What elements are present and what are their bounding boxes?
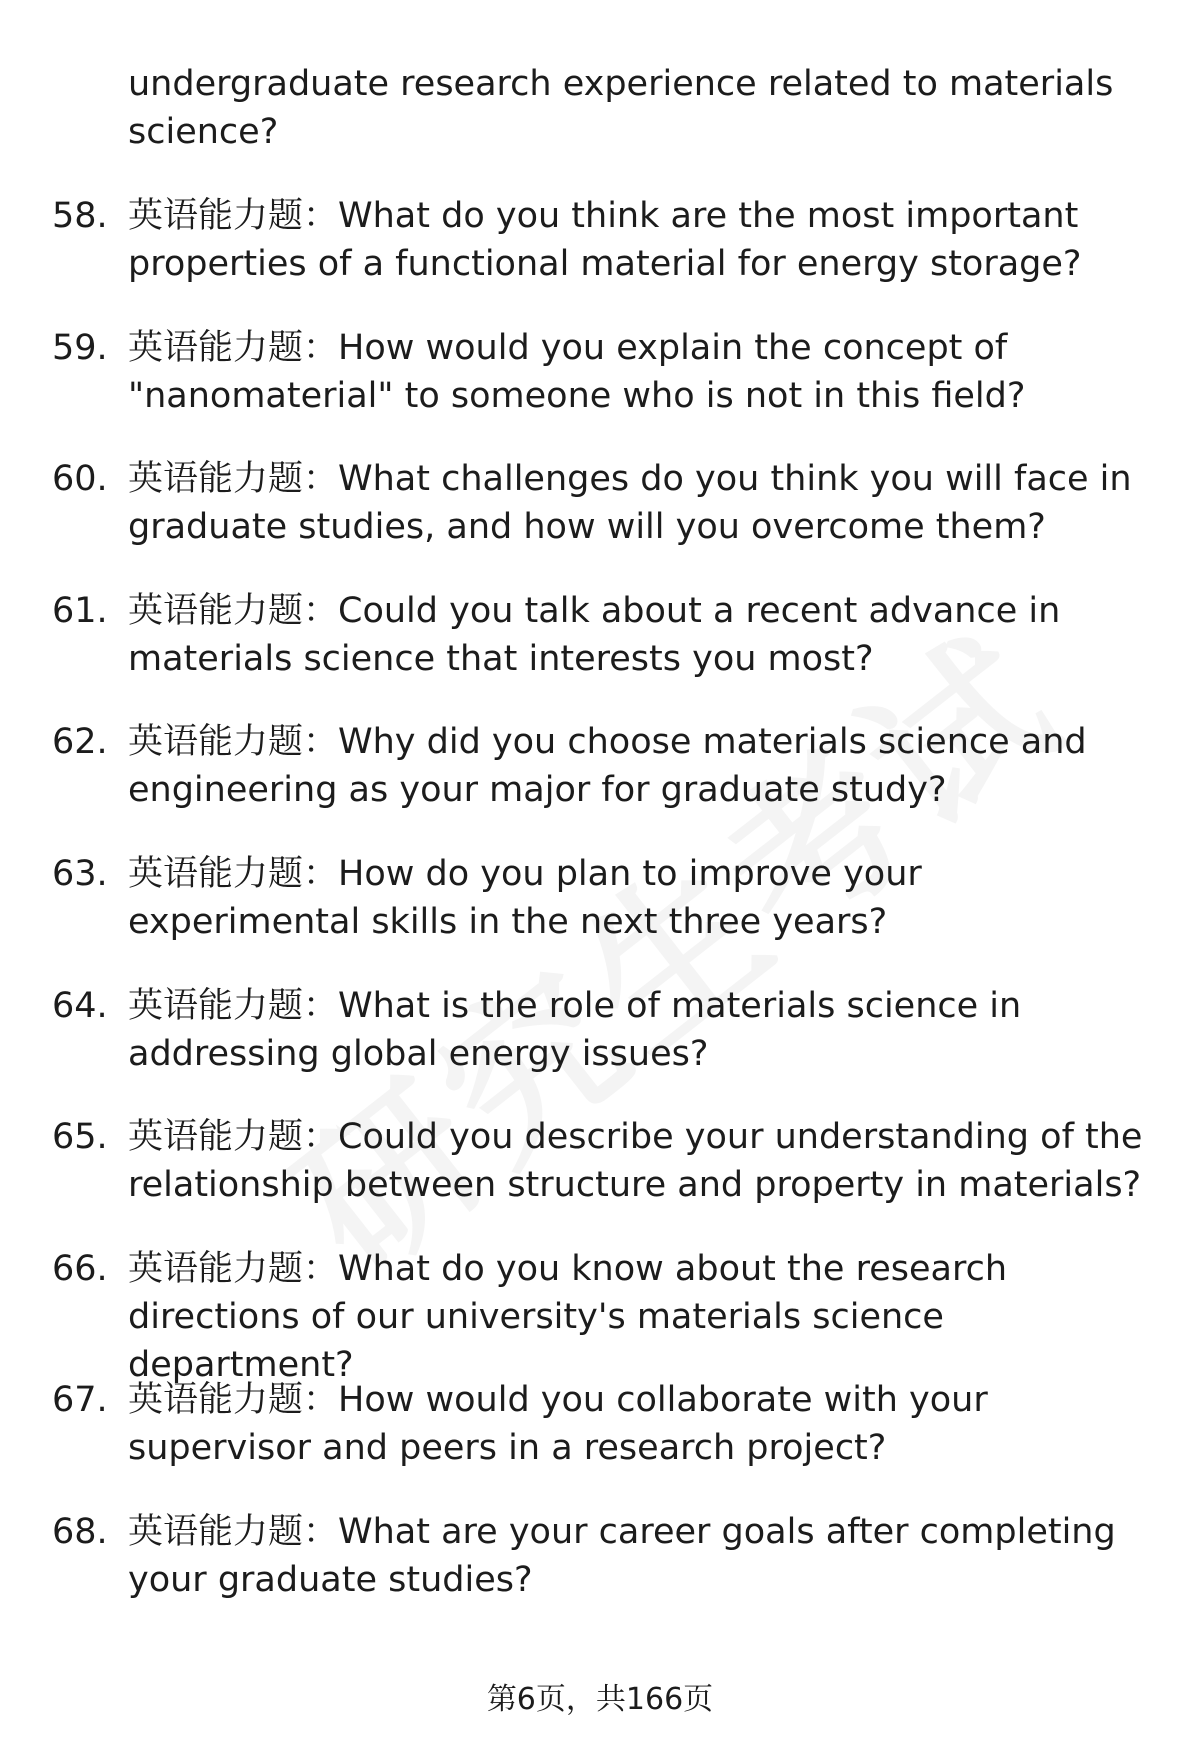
question-tag: 英语能力题： (128, 327, 339, 368)
question-item (0, 718, 1200, 850)
question-text: What is the role of materials science in addressing global energy issues? (128, 985, 1022, 1074)
question-tag: 英语能力题： (128, 1380, 339, 1421)
question-text: How would you explain the concept of "nanomaterial" to someone who is not in this field? (128, 327, 1026, 416)
question-tag: 英语能力题： (128, 985, 339, 1026)
question-body (128, 455, 1158, 551)
question-body (128, 587, 1158, 683)
question-body (128, 1508, 1158, 1604)
page-number-footer: 第6页，共166页 (486, 1682, 714, 1717)
question-text: How would you collaborate with your supervisor and peers in a research project? (128, 1380, 988, 1469)
question-tag: 英语能力题： (128, 1511, 339, 1552)
question-item (0, 455, 1200, 587)
question-text: Why did you choose materials science and engineering as your major for graduate study? (128, 722, 1087, 811)
question-number: 60. (52, 459, 108, 500)
question-number: 66. (52, 1248, 108, 1289)
question-item (0, 1508, 1200, 1640)
question-text: Could you describe your understanding of the relationship between structure and property in materials? (128, 1117, 1143, 1206)
question-text: How do you plan to improve your experimental skills in the next three years? (128, 853, 922, 942)
question-text: What do you think are the most important properties of a functional material for energy storage? (128, 196, 1082, 284)
question-item (0, 982, 1200, 1114)
question-tag: 英语能力题： (128, 1248, 339, 1289)
question-number: 59. (52, 327, 108, 368)
question-text: What do you know about the research directions of our university's materials science department? (128, 1248, 1007, 1385)
question-number: 65. (52, 1117, 108, 1158)
continued-question-text: undergraduate research experience related to materials science? (128, 64, 1114, 152)
question-number: 61. (52, 590, 108, 631)
question-number: 63. (52, 853, 108, 894)
question-body (128, 982, 1158, 1078)
question-number: 67. (52, 1380, 108, 1421)
question-item (0, 850, 1200, 982)
question-tag: 英语能力题： (128, 459, 339, 500)
question-number: 64. (52, 985, 108, 1026)
question-tag: 英语能力题： (128, 722, 339, 763)
question-body (128, 1113, 1158, 1209)
question-item (0, 1113, 1200, 1245)
question-text: What challenges do you think you will face in graduate studies, and how will you overcome them? (128, 459, 1132, 548)
question-body (128, 850, 1158, 946)
question-list (0, 192, 1200, 1640)
question-tag: 英语能力题： (128, 590, 339, 631)
question-tag: 英语能力题： (128, 1117, 339, 1158)
question-item (0, 192, 1200, 324)
question-body (128, 192, 1158, 288)
question-body (128, 324, 1158, 420)
question-number: 68. (52, 1511, 108, 1552)
question-text: What are your career goals after completing your graduate studies? (128, 1511, 1116, 1600)
question-tag: 英语能力题： (128, 196, 339, 236)
question-item (0, 1245, 1200, 1385)
question-tag: 英语能力题： (128, 853, 339, 894)
question-item (0, 324, 1200, 456)
question-body (128, 718, 1158, 814)
question-number: 58. (52, 196, 108, 236)
question-number: 62. (52, 722, 108, 763)
question-item (0, 587, 1200, 719)
question-text: Could you talk about a recent advance in materials science that interests you most? (128, 590, 1061, 679)
question-item (0, 1376, 1200, 1508)
question-body (128, 1376, 1158, 1472)
question-body (128, 1245, 1158, 1389)
